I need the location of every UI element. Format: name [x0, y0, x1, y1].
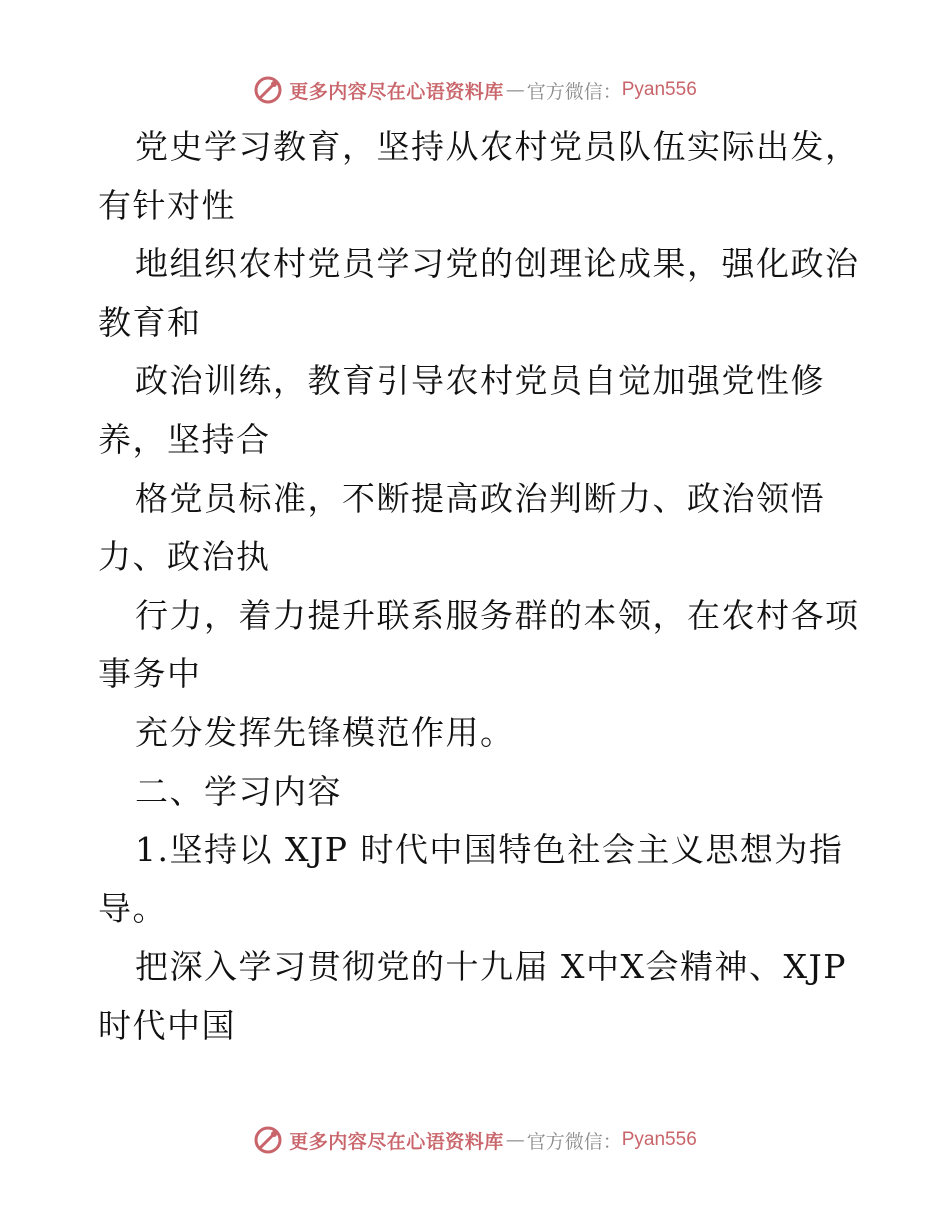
- text-line: 时代中国: [98, 1005, 236, 1045]
- text-line: 力、政治执: [98, 537, 271, 577]
- text-line: 政治训练，教育引导农村党员自觉加强党性修: [135, 361, 825, 401]
- watermark-dash: —: [505, 1129, 525, 1151]
- watermark-site-text: 更多内容尽在心语资料库: [289, 1130, 504, 1153]
- watermark-wechat-label: 官方微信：: [526, 1130, 622, 1153]
- text-line: 行力，着力提升联系服务群的本领，在农村各项: [135, 595, 860, 635]
- watermark-site-text: 更多内容尽在心语资料库: [289, 80, 504, 103]
- logo-icon: [253, 75, 283, 105]
- text-line: 地组织农村党员学习党的创理论成果，强化政治: [135, 244, 860, 284]
- text-line: 事务中: [98, 654, 202, 694]
- header-watermark: [0, 70, 950, 110]
- text-line: 1.坚持以 XJP 时代中国特色社会主义思想为指: [135, 830, 844, 870]
- text-line: 教育和: [98, 302, 202, 342]
- footer-watermark: [0, 1120, 950, 1160]
- text-line: 有针对性: [98, 185, 236, 225]
- section-heading: 二、学习内容: [135, 771, 342, 811]
- watermark-wechat-id: Pyan556: [621, 79, 697, 100]
- watermark-wechat-label: 官方微信：: [526, 80, 622, 103]
- watermark-dash: —: [505, 79, 525, 101]
- text-line: 充分发挥先锋模范作用。: [135, 712, 515, 752]
- watermark-wechat-id: Pyan556: [621, 1129, 697, 1150]
- document-body: [98, 118, 868, 1056]
- text-line: 养，坚持合: [98, 419, 271, 459]
- text-line: 党史学习教育，坚持从农村党员队伍实际出发，: [135, 127, 860, 166]
- text-line: 格党员标准，不断提高政治判断力、政治领悟: [135, 478, 825, 518]
- text-line: 导。: [98, 888, 167, 928]
- logo-icon: [253, 1125, 283, 1155]
- text-line: 把深入学习贯彻党的十九届 X中X会精神、XJP: [135, 947, 847, 987]
